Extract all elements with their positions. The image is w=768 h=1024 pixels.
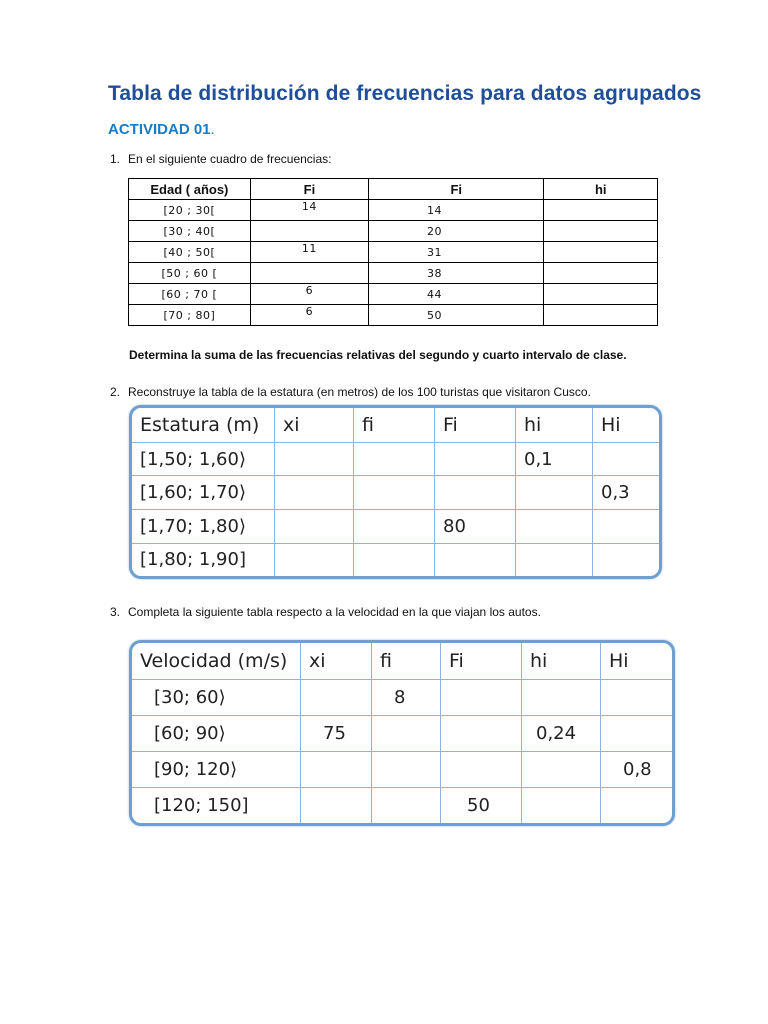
cell-xi[interactable] <box>275 476 354 510</box>
header-Fi-text: Fi <box>450 181 463 197</box>
cell-hi[interactable] <box>522 680 601 716</box>
table-row <box>132 476 659 510</box>
header-fi: fi <box>372 643 441 680</box>
cell-hi[interactable]: 0,24 <box>522 716 601 752</box>
cell-hi[interactable] <box>522 752 601 788</box>
cell-Hi[interactable]: 0,3 <box>593 476 660 510</box>
question-3-number: 3. <box>110 605 121 619</box>
cell-fi[interactable] <box>354 476 435 510</box>
cell-xi[interactable]: 75 <box>301 716 372 752</box>
cell-fi[interactable] <box>250 263 368 284</box>
activity-label: ACTIVIDAD 01 <box>108 121 211 138</box>
cell-fi[interactable]: 8 <box>372 680 441 716</box>
cell-hi[interactable] <box>544 200 658 221</box>
cell-interval: [120; 150] <box>132 788 301 823</box>
header-hi-text: hi <box>594 181 607 197</box>
cell-hi[interactable]: 0,1 <box>516 442 593 476</box>
cell-fi[interactable] <box>354 543 435 576</box>
cell-fi[interactable]: 14 <box>250 200 368 221</box>
cell-fi[interactable] <box>372 752 441 788</box>
cell-hi[interactable] <box>544 221 658 242</box>
table-header-row <box>132 643 672 680</box>
cell-interval: [20 ; 30[ <box>129 200 251 221</box>
page-title: Tabla de distribución de frecuencias para datos agrupados <box>108 82 702 105</box>
question-3-text: Completa la siguiente tabla respecto a la velocidad en la que viajan los autos. <box>128 605 541 619</box>
instruction-note: Determina la suma de las frecuencias relativas del segundo y cuarto intervalo de clase. <box>129 348 627 362</box>
question-1-number: 1. <box>110 152 121 166</box>
header-fi-text: Fi <box>303 181 316 197</box>
header-Hi: Hi <box>601 643 673 680</box>
header-Fi: Fi <box>441 643 522 680</box>
cell-xi[interactable] <box>275 510 354 544</box>
cell-xi[interactable] <box>275 442 354 476</box>
cell-xi[interactable] <box>301 752 372 788</box>
table-row <box>129 263 658 284</box>
cell-hi[interactable] <box>522 788 601 823</box>
cell-Hi[interactable]: 0,8 <box>601 752 673 788</box>
cell-Fi[interactable]: 14 <box>369 200 544 221</box>
cell-interval: [1,80; 1,90] <box>132 543 275 576</box>
cell-fi[interactable]: 6 <box>250 284 368 305</box>
cell-Fi[interactable]: 50 <box>369 305 544 326</box>
cell-interval: [60 ; 70 [ <box>129 284 251 305</box>
header-height: Estatura (m) <box>132 408 275 442</box>
cell-interval: [50 ; 60 [ <box>129 263 251 284</box>
table-row <box>129 221 658 242</box>
table-row <box>129 284 658 305</box>
cell-xi[interactable] <box>301 680 372 716</box>
cell-Fi[interactable] <box>435 543 516 576</box>
table-row <box>129 305 658 326</box>
question-2-number: 2. <box>110 385 121 399</box>
cell-Fi[interactable] <box>441 680 522 716</box>
cell-fi[interactable] <box>354 510 435 544</box>
question-2 <box>110 385 591 399</box>
question-2-text: Reconstruye la tabla de la estatura (en metros) de los 100 turistas que visitaron Cusco. <box>128 385 591 399</box>
cell-fi[interactable] <box>372 716 441 752</box>
height-table <box>129 405 662 579</box>
cell-Hi[interactable] <box>601 716 673 752</box>
cell-fi[interactable] <box>354 442 435 476</box>
cell-hi[interactable] <box>544 305 658 326</box>
cell-Fi[interactable]: 20 <box>369 221 544 242</box>
cell-Fi[interactable] <box>441 716 522 752</box>
cell-Hi[interactable] <box>593 442 660 476</box>
table-row <box>132 510 659 544</box>
cell-interval: [1,50; 1,60⟩ <box>132 442 275 476</box>
header-hi <box>544 179 658 200</box>
cell-xi[interactable] <box>301 788 372 823</box>
cell-Fi[interactable] <box>435 442 516 476</box>
table-row <box>132 442 659 476</box>
cell-hi[interactable] <box>544 263 658 284</box>
table-row <box>132 680 672 716</box>
age-frequency-table <box>128 178 658 326</box>
cell-interval: [70 ; 80] <box>129 305 251 326</box>
activity-dot: . <box>210 121 215 138</box>
table-row <box>132 543 659 576</box>
cell-Hi[interactable] <box>601 788 673 823</box>
cell-interval: [1,70; 1,80⟩ <box>132 510 275 544</box>
table-row <box>129 242 658 263</box>
table-header-row <box>129 179 658 200</box>
cell-Fi[interactable] <box>441 752 522 788</box>
table-row <box>132 716 672 752</box>
cell-hi[interactable] <box>516 543 593 576</box>
question-1-text: En el siguiente cuadro de frecuencias: <box>128 152 332 166</box>
cell-interval: [40 ; 50[ <box>129 242 251 263</box>
cell-hi[interactable] <box>544 284 658 305</box>
table-row <box>132 788 672 823</box>
cell-hi[interactable] <box>516 510 593 544</box>
cell-xi[interactable] <box>275 543 354 576</box>
cell-fi[interactable]: 11 <box>250 242 368 263</box>
activity-heading <box>108 121 215 138</box>
cell-Fi[interactable]: 50 <box>441 788 522 823</box>
cell-fi[interactable]: 6 <box>250 305 368 326</box>
cell-Hi[interactable] <box>601 680 673 716</box>
header-age: Edad ( años) <box>129 179 251 200</box>
header-xi: xi <box>275 408 354 442</box>
cell-Fi[interactable]: 80 <box>435 510 516 544</box>
cell-Fi[interactable] <box>435 476 516 510</box>
table-row <box>129 200 658 221</box>
cell-Fi[interactable]: 38 <box>369 263 544 284</box>
cell-fi[interactable] <box>250 221 368 242</box>
cell-interval: [90; 120⟩ <box>132 752 301 788</box>
cell-Hi[interactable] <box>593 543 660 576</box>
header-fi <box>250 179 368 200</box>
speed-table <box>129 640 675 826</box>
cell-hi[interactable] <box>516 476 593 510</box>
cell-interval: [60; 90⟩ <box>132 716 301 752</box>
cell-Fi[interactable]: 44 <box>369 284 544 305</box>
cell-Fi[interactable]: 31 <box>369 242 544 263</box>
cell-Hi[interactable] <box>593 510 660 544</box>
cell-fi[interactable] <box>372 788 441 823</box>
header-speed: Velocidad (m/s) <box>132 643 301 680</box>
cell-interval: [30; 60⟩ <box>132 680 301 716</box>
question-3 <box>110 605 541 619</box>
question-1 <box>110 152 331 166</box>
cell-interval: [30 ; 40[ <box>129 221 251 242</box>
cell-hi[interactable] <box>544 242 658 263</box>
header-fi: fi <box>354 408 435 442</box>
header-hi: hi <box>522 643 601 680</box>
header-hi: hi <box>516 408 593 442</box>
header-Fi: Fi <box>435 408 516 442</box>
table-header-row <box>132 408 659 442</box>
header-Hi: Hi <box>593 408 660 442</box>
cell-interval: [1,60; 1,70⟩ <box>132 476 275 510</box>
table-row <box>132 752 672 788</box>
header-Fi <box>369 179 544 200</box>
header-xi: xi <box>301 643 372 680</box>
